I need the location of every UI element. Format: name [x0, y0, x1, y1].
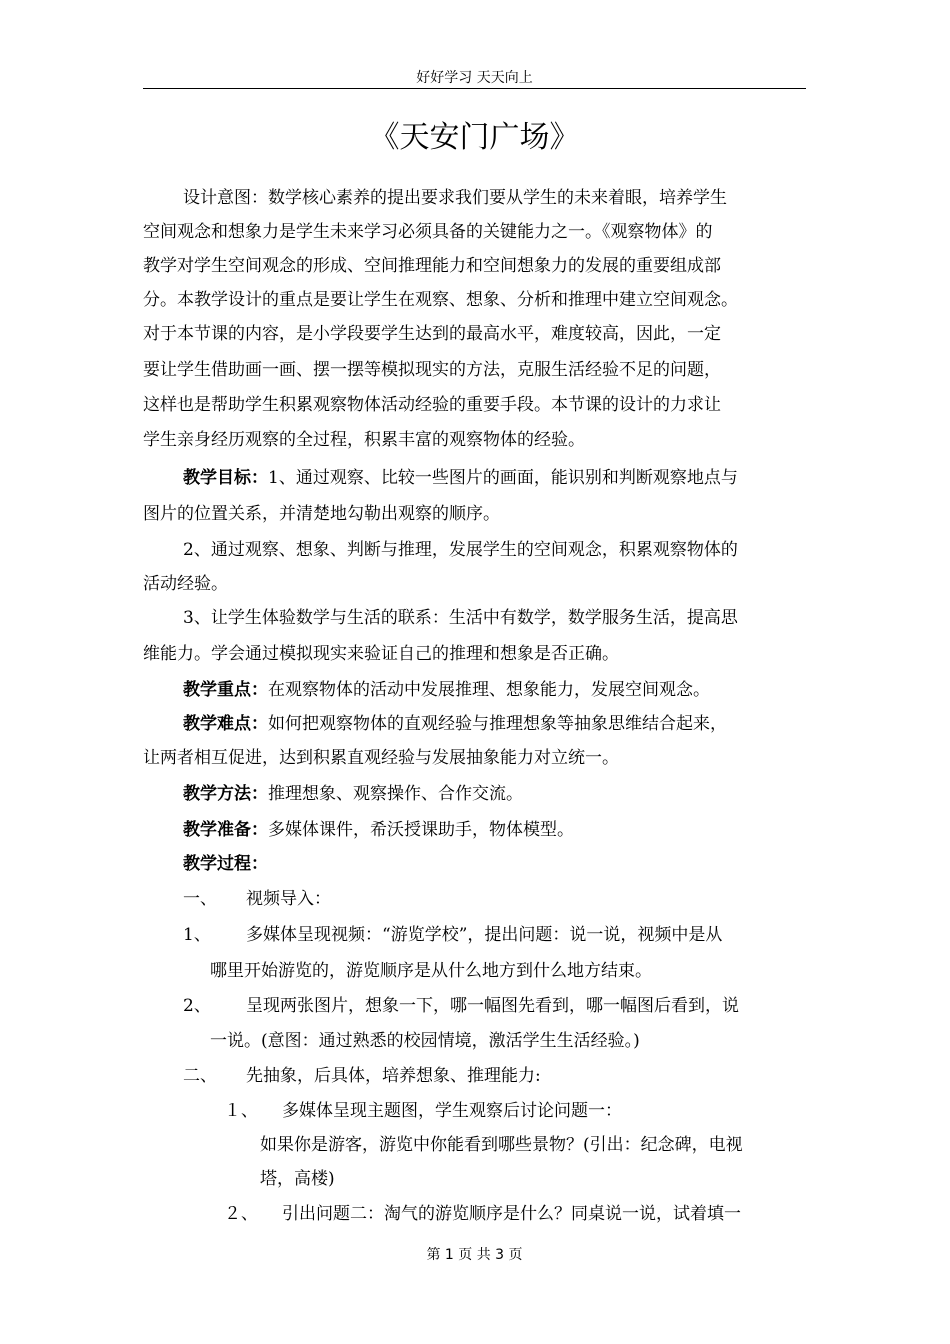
- section-1-number: 一、: [183, 889, 217, 909]
- key-point-text: 在观察物体的活动中发展推理、想象能力，发展空间观念。: [268, 680, 710, 700]
- section-2-item-1-number: １、: [224, 1101, 258, 1121]
- section-2-item-1-line-1: 多媒体呈现主题图，学生观察后讨论问题一：: [282, 1101, 622, 1121]
- page-header: 好好学习 天天向上: [416, 70, 533, 86]
- difficulty-line-1: [183, 711, 727, 737]
- goal-3-line-1: 3、让学生体验数学与生活的联系：生活中有数学，数学服务生活，提高思: [183, 608, 738, 628]
- goal-1-text: 1、通过观察、比较一些图片的画面，能识别和判断观察地点与: [268, 468, 738, 488]
- goal-3-line-2: 维能力。学会通过模拟现实来验证自己的推理和想象是否正确。: [143, 644, 619, 664]
- key-point: [183, 677, 710, 703]
- difficulty-line-2: 让两者相互促进，达到积累直观经验与发展抽象能力对立统一。: [143, 748, 619, 768]
- section-1-item-1-line-2: 哪里开始游览的，游览顺序是从什么地方到什么地方结束。: [210, 961, 652, 981]
- goals-label: 教学目标：: [183, 468, 268, 488]
- section-1-item-2-number: 2、: [183, 996, 211, 1016]
- preparation: [183, 817, 574, 843]
- difficulty-text: 如何把观察物体的直观经验与推理想象等抽象思维结合起来，: [268, 714, 727, 734]
- goals-line-1: [183, 465, 738, 491]
- section-1-item-1-number: 1、: [183, 925, 211, 945]
- intent-line-5: 对于本节课的内容，是小学段要学生达到的最高水平，难度较高，因此，一定: [143, 324, 721, 344]
- section-2-number: 二、: [183, 1066, 217, 1086]
- intent-line-6: 要让学生借助画一画、摆一摆等模拟现实的方法，克服生活经验不足的问题，: [143, 360, 721, 380]
- page-footer: 第 1 页 共 3 页: [426, 1247, 523, 1263]
- method: [183, 781, 523, 807]
- method-label: 教学方法：: [183, 784, 268, 804]
- section-2-item-1-line-2: 如果你是游客，游览中你能看到哪些景物？(引出：纪念碑，电视: [260, 1135, 743, 1155]
- intent-line-3: 教学对学生空间观念的形成、空间推理能力和空间想象力的发展的重要组成部: [143, 256, 721, 276]
- section-1-item-2-line-1: 呈现两张图片，想象一下，哪一幅图先看到，哪一幅图后看到，说: [246, 996, 739, 1016]
- difficulty-label: 教学难点：: [183, 714, 268, 734]
- intent-line-1: 设计意图：数学核心素养的提出要求我们要从学生的未来着眼，培养学生: [183, 188, 727, 208]
- goal-1-cont: 图片的位置关系，并清楚地勾勒出观察的顺序。: [143, 504, 500, 524]
- goal-2-line-2: 活动经验。: [143, 574, 228, 594]
- section-2-item-2-line-1: 引出问题二：淘气的游览顺序是什么？同桌说一说，试着填一: [282, 1204, 741, 1224]
- section-2-title: 先抽象，后具体，培养想象、推理能力:: [246, 1066, 541, 1086]
- intent-line-8: 学生亲身经历观察的全过程，积累丰富的观察物体的经验。: [143, 430, 585, 450]
- document-title: 《天安门广场》: [369, 120, 580, 155]
- intent-line-7: 这样也是帮助学生积累观察物体活动经验的重要手段。本节课的设计的力求让: [143, 395, 721, 415]
- section-1-title: 视频导入：: [246, 889, 331, 909]
- intent-line-2: 空间观念和想象力是学生未来学习必须具备的关键能力之一。《观察物体》的: [143, 222, 713, 242]
- key-point-label: 教学重点：: [183, 680, 268, 700]
- section-1-item-2-line-2: 一说。(意图：通过熟悉的校园情境，激活学生生活经验。): [210, 1031, 640, 1051]
- process-label: 教学过程：: [183, 854, 268, 874]
- goal-2-line-1: 2、通过观察、想象、判断与推理，发展学生的空间观念，积累观察物体的: [183, 540, 738, 560]
- section-2-item-2-number: ２、: [224, 1204, 258, 1224]
- method-text: 推理想象、观察操作、合作交流。: [268, 784, 523, 804]
- section-1-item-1-line-1: 多媒体呈现视频：“游览学校”，提出问题：说一说，视频中是从: [246, 925, 723, 945]
- preparation-label: 教学准备：: [183, 820, 268, 840]
- intent-line-4: 分。本教学设计的重点是要让学生在观察、想象、分析和推理中建立空间观念。: [143, 290, 738, 310]
- section-2-item-1-line-3: 塔，高楼): [260, 1169, 335, 1189]
- preparation-text: 多媒体课件，希沃授课助手，物体模型。: [268, 820, 574, 840]
- header-divider: [143, 88, 806, 89]
